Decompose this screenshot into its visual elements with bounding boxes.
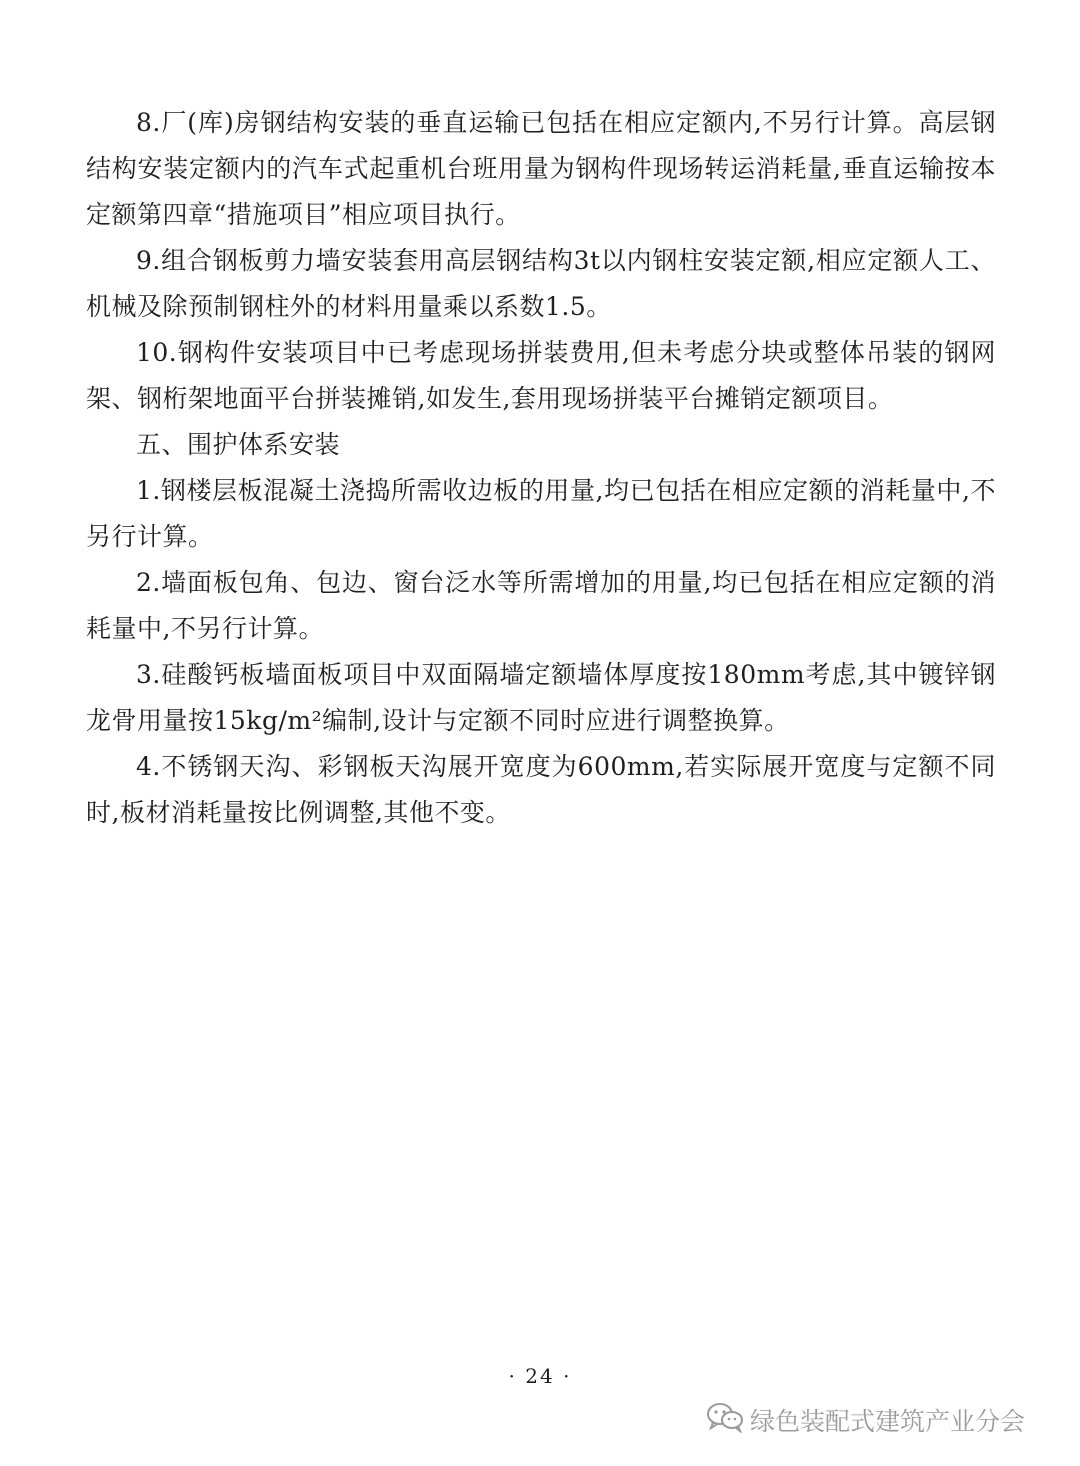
watermark-text: 绿色装配式建筑产业分会 bbox=[750, 1407, 1026, 1436]
section-heading: 五、围护体系安装 bbox=[136, 430, 341, 459]
watermark bbox=[706, 1400, 1025, 1440]
paragraph-3: 3.硅酸钙板墙面板项目中双面隔墙定额墙体厚度按180mm考虑,其中镀锌钢龙骨用量按15kg/m²编制,设计与定额不同时应进行调整换算。 bbox=[86, 660, 996, 735]
body-text bbox=[86, 100, 996, 836]
paragraph-4: 4.不锈钢天沟、彩钢板天沟展开宽度为600mm,若实际展开宽度与定额不同时,板材消耗量按比例调整,其他不变。 bbox=[86, 752, 996, 827]
paragraph-2: 2.墙面板包角、包边、窗台泛水等所需增加的用量,均已包括在相应定额的消耗量中,不另行计算。 bbox=[86, 568, 996, 643]
paragraph-9: 9.组合钢板剪力墙安装套用高层钢结构3t以内钢柱安装定额,相应定额人工、机械及除预制钢柱外的材料用量乘以系数1.5。 bbox=[86, 246, 996, 321]
paragraph-8: 8.厂(库)房钢结构安装的垂直运输已包括在相应定额内,不另行计算。高层钢结构安装定额内的汽车式起重机台班用量为钢构件现场转运消耗量,垂直运输按本定额第四章“措施项目”相应项目执行。 bbox=[86, 108, 996, 229]
paragraph-1: 1.钢楼层板混凝土浇捣所需收边板的用量,均已包括在相应定额的消耗量中,不另行计算。 bbox=[86, 476, 996, 551]
wechat-icon bbox=[706, 1401, 750, 1439]
paragraph-10: 10.钢构件安装项目中已考虑现场拼装费用,但未考虑分块或整体吊装的钢网架、钢桁架地面平台拼装摊销,如发生,套用现场拼装平台摊销定额项目。 bbox=[86, 338, 996, 413]
page-number: · 24 · bbox=[508, 1364, 572, 1388]
